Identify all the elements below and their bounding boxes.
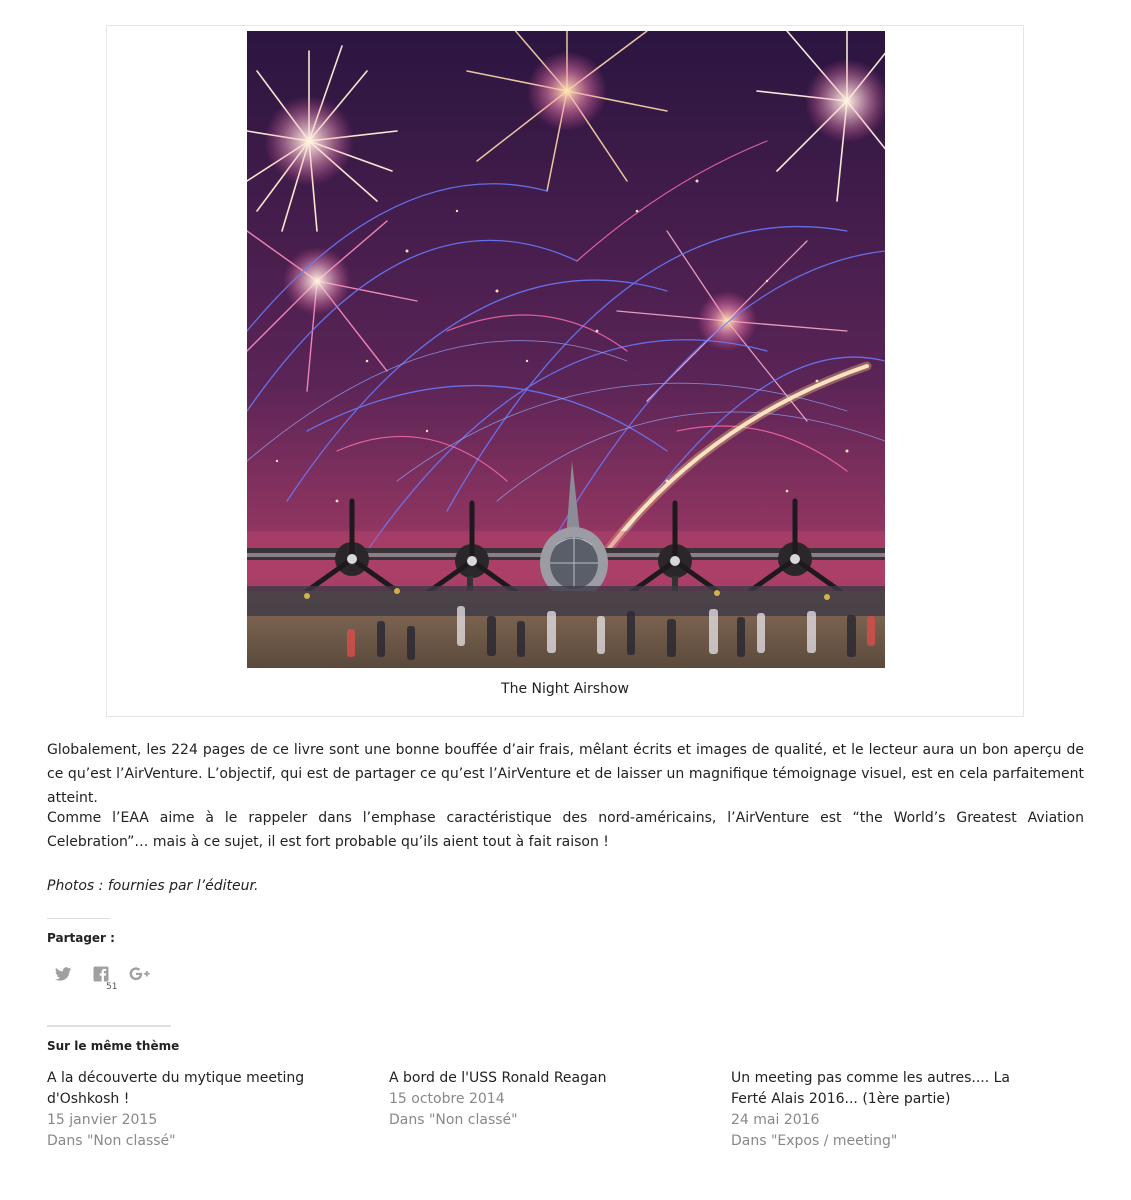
google-plus-icon bbox=[129, 964, 155, 984]
related-post-category: Dans "Non classé" bbox=[47, 1133, 176, 1149]
image-figure bbox=[106, 25, 1024, 717]
article-paragraph: Globalement, les 224 pages de ce livre sont une bonne bouffée d’air frais, mêlant écrits et images de qualité, et le lecteur aura un bon aperçu de ce qu’est l’AirVenture. L’objectif, qui est de partager ce qu’est l’AirVenture et de laisser un magnifique témoignage visuel, est en cela parfaitement atteint. bbox=[47, 742, 1084, 806]
related-post bbox=[389, 1068, 689, 1131]
article-paragraph: Comme l’EAA aime à le rappeler dans l’emphase caractéristique des nord-américains, l’AirVenture est “the World’s Greatest Aviation Celebration”… mais à ce sujet, il est fort probable qu’ils aient tout à fait raison ! bbox=[47, 810, 1084, 850]
share-heading: Partager : bbox=[47, 931, 115, 945]
facebook-share-count: 51 bbox=[106, 982, 118, 992]
related-post-date: 24 mai 2016 bbox=[731, 1112, 820, 1128]
related-post-category: Dans "Non classé" bbox=[389, 1112, 518, 1128]
divider bbox=[47, 918, 110, 919]
related-post-date: 15 janvier 2015 bbox=[47, 1112, 158, 1128]
related-post-category: Dans "Expos / meeting" bbox=[731, 1133, 898, 1149]
facebook-icon bbox=[91, 964, 117, 984]
image-caption: The Night Airshow bbox=[501, 681, 629, 697]
related-heading: Sur le même thème bbox=[47, 1039, 180, 1053]
share-google-plus-button[interactable] bbox=[129, 964, 155, 990]
related-post bbox=[47, 1068, 347, 1152]
related-post-date: 15 octobre 2014 bbox=[389, 1091, 505, 1107]
related-post-title[interactable]: A bord de l'USS Ronald Reagan bbox=[389, 1070, 607, 1086]
related-post-title[interactable]: A la découverte du mytique meeting d'Oshkosh ! bbox=[47, 1070, 305, 1107]
twitter-icon bbox=[53, 964, 79, 984]
divider bbox=[47, 1025, 171, 1027]
photo-credit: Photos : fournies par l’éditeur. bbox=[47, 878, 259, 894]
fireworks-over-bomber-photo[interactable] bbox=[247, 31, 885, 668]
share-twitter-button[interactable] bbox=[53, 964, 79, 990]
related-post bbox=[731, 1068, 1031, 1152]
related-post-title[interactable]: Un meeting pas comme les autres.... La Ferté Alais 2016... (1ère partie) bbox=[731, 1070, 1011, 1107]
